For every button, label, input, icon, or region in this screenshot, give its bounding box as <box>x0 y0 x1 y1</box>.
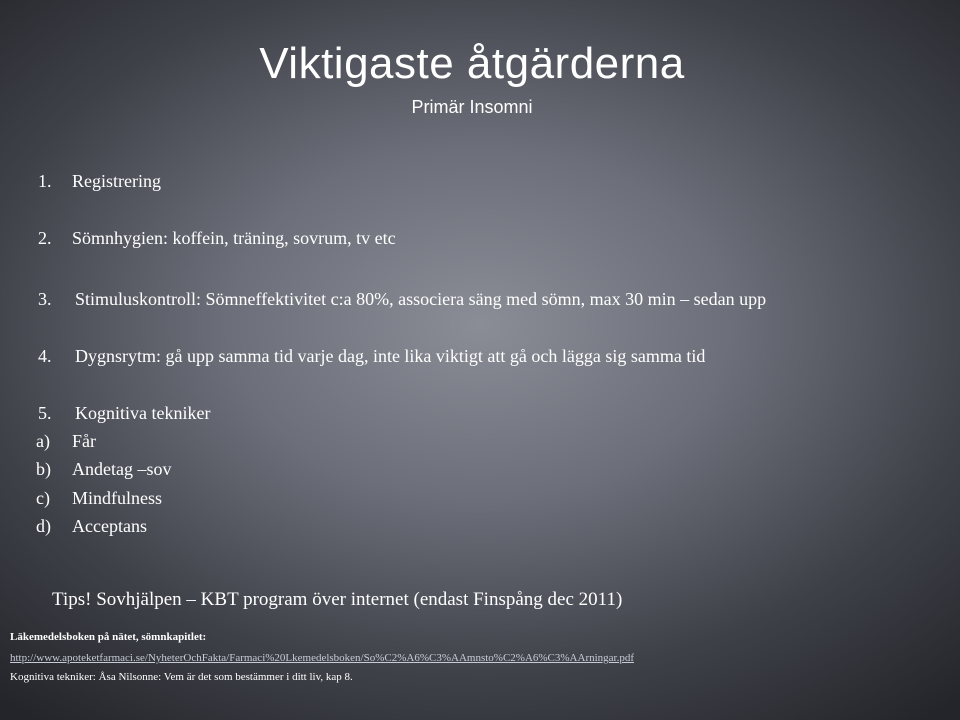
list-item-number: 4. <box>38 346 52 366</box>
sub-list-item-text: Acceptans <box>72 516 147 536</box>
sub-list-item-letter: b) <box>36 459 51 479</box>
sub-list-item-letter: c) <box>36 488 50 508</box>
slide-title: Viktigaste åtgärderna <box>259 39 685 88</box>
list-item-number: 3. <box>38 289 52 309</box>
list-item-text: Registrering <box>72 171 161 191</box>
list-item-text: Dygnsrytm: gå upp samma tid varje dag, inte lika viktigt att gå och lägga sig samma tid <box>75 346 706 366</box>
slide-subtitle: Primär Insomni <box>411 97 533 117</box>
reference-note: Kognitiva tekniker: Åsa Nilsonne: Vem är det som bestämmer i ditt liv, kap 8. <box>10 671 353 683</box>
list-item-text: Stimuluskontroll: Sömneffektivitet c:a 80%, associera säng med sömn, max 30 min – sedan upp <box>75 289 767 309</box>
reference-heading: Läkemedelsboken på nätet, sömnkapitlet: <box>10 631 207 643</box>
list-item-text: Kognitiva tekniker <box>75 403 211 423</box>
list-item-text: Sömnhygien: koffein, träning, sovrum, tv etc <box>72 228 396 248</box>
list-item-number: 2. <box>38 228 52 248</box>
tips-text: Tips! Sovhjälpen – KBT program över internet (endast Finspång dec 2011) <box>52 589 623 610</box>
sub-list-item-letter: a) <box>36 431 50 451</box>
sub-list-item-text: Mindfulness <box>72 488 162 508</box>
sub-list-item-letter: d) <box>36 516 51 536</box>
list-item-number: 5. <box>38 403 52 423</box>
sub-list-item-text: Andetag –sov <box>72 459 172 479</box>
reference-link[interactable]: http://www.apoteketfarmaci.se/NyheterOchFakta/Farmaci%20Lkemedelsboken/So%C2%A6%C3%AAmnsto%C2%A6%C3%AArningar.pdf <box>10 652 635 664</box>
sub-list-item-text: Får <box>72 431 96 451</box>
list-item-number: 1. <box>38 171 52 191</box>
